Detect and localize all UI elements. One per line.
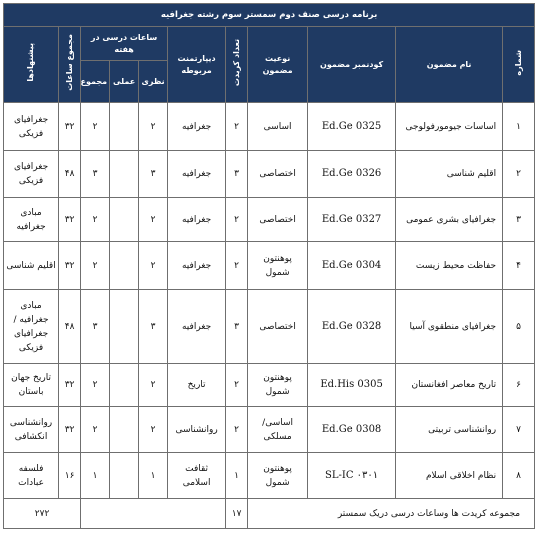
- footer-empty: [81, 499, 226, 529]
- total-hours: ۳۲: [59, 198, 81, 242]
- header-total: مجموع: [81, 61, 110, 103]
- table-row: [4, 453, 535, 499]
- header-subject-name: نام مضمون: [396, 27, 503, 103]
- department: ثقافت اسلامی: [168, 453, 226, 499]
- subject-name: جغرافیای بشری عمومی: [396, 198, 503, 242]
- row-number: ۷: [503, 407, 535, 453]
- subject-code: Ed.Ge 0325: [308, 103, 396, 151]
- curriculum-sheet: [3, 3, 523, 541]
- credits: ۲: [226, 242, 248, 290]
- table-row: [4, 290, 535, 364]
- suggestion: تاریخ جهان باستان: [4, 364, 59, 407]
- department: روانشناسی: [168, 407, 226, 453]
- suggestion: مبادی جغرافیه / جغرافیای فزیکی: [4, 290, 59, 364]
- credits: ۲: [226, 103, 248, 151]
- header-practical: عملی: [110, 61, 139, 103]
- credits: ۲: [226, 407, 248, 453]
- subject-code: Ed.Ge 0304: [308, 242, 396, 290]
- department: جغرافیه: [168, 290, 226, 364]
- theory-hours: ۲: [139, 198, 168, 242]
- total-hours: ۴۸: [59, 290, 81, 364]
- practical-hours: [110, 453, 139, 499]
- suggestion: روانشناسی انکشافی: [4, 407, 59, 453]
- theory-hours: ۲: [139, 103, 168, 151]
- subject-name: جغرافیای منطقوی آسیا: [396, 290, 503, 364]
- subject-code: Ed.Ge 0328: [308, 290, 396, 364]
- subject-type: اساسی: [248, 103, 308, 151]
- theory-hours: ۳: [139, 290, 168, 364]
- theory-hours: ۲: [139, 364, 168, 407]
- theory-hours: ۲: [139, 242, 168, 290]
- department: جغرافیه: [168, 242, 226, 290]
- practical-hours: [110, 103, 139, 151]
- practical-hours: [110, 151, 139, 198]
- weekly-total: ۳: [81, 151, 110, 198]
- subject-type: پوهنتون شمول: [248, 453, 308, 499]
- row-number: ۴: [503, 242, 535, 290]
- total-hours: ۳۲: [59, 407, 81, 453]
- credits: ۳: [226, 151, 248, 198]
- total-hours: ۱۶: [59, 453, 81, 499]
- practical-hours: [110, 290, 139, 364]
- table-row: [4, 407, 535, 453]
- footer-row: [4, 499, 535, 529]
- table-row: [4, 103, 535, 151]
- row-number: ۲: [503, 151, 535, 198]
- weekly-total: ۲: [81, 364, 110, 407]
- practical-hours: [110, 407, 139, 453]
- total-hours: ۳۲: [59, 242, 81, 290]
- practical-hours: [110, 364, 139, 407]
- department: جغرافیه: [168, 103, 226, 151]
- subject-type: اختصاصی: [248, 151, 308, 198]
- credits: ۳: [226, 290, 248, 364]
- header-theory: نظری: [139, 61, 168, 103]
- subject-type: پوهنتون شمول: [248, 242, 308, 290]
- suggestion: جغرافیای فزیکی: [4, 151, 59, 198]
- header-suggestions: پیشنهادها: [4, 27, 59, 103]
- weekly-total: ۳: [81, 290, 110, 364]
- total-hours: ۳۲: [59, 103, 81, 151]
- weekly-total: ۲: [81, 103, 110, 151]
- table-row: [4, 151, 535, 198]
- department: جغرافیه: [168, 198, 226, 242]
- weekly-total: ۲: [81, 198, 110, 242]
- footer-label: مجموعه کریدت ها وساعات درسی دریک سمستر: [248, 499, 535, 529]
- credits: ۱: [226, 453, 248, 499]
- footer-total-hours: ۲۷۲: [4, 499, 81, 529]
- curriculum-table: [3, 3, 535, 529]
- header-department: دیپارتمنت مربوطه: [168, 27, 226, 103]
- table-title: برنامه درسی صنف دوم سمستر سوم رشته جغرافیه: [4, 4, 535, 27]
- theory-hours: ۱: [139, 453, 168, 499]
- row-number: ۱: [503, 103, 535, 151]
- weekly-total: ۲: [81, 407, 110, 453]
- subject-type: پوهنتون شمول: [248, 364, 308, 407]
- header-credits: تعداد کریدت: [226, 27, 248, 103]
- practical-hours: [110, 242, 139, 290]
- subject-code: Ed.His 0305: [308, 364, 396, 407]
- credits: ۲: [226, 198, 248, 242]
- footer-total-credits: ۱۷: [226, 499, 248, 529]
- subject-name: نظام اخلاقی اسلام: [396, 453, 503, 499]
- subject-type: اختصاصی: [248, 198, 308, 242]
- weekly-total: ۱: [81, 453, 110, 499]
- total-hours: ۳۲: [59, 364, 81, 407]
- suggestion: جغرافیای فزیکی: [4, 103, 59, 151]
- subject-type: اختصاصی: [248, 290, 308, 364]
- table-row: [4, 364, 535, 407]
- subject-code: Ed.Ge 0326: [308, 151, 396, 198]
- subject-code: Ed.Ge 0308: [308, 407, 396, 453]
- table-row: [4, 198, 535, 242]
- header-code: کودنمبر مضمون: [308, 27, 396, 103]
- credits: ۲: [226, 364, 248, 407]
- subject-code: Ed.Ge 0327: [308, 198, 396, 242]
- suggestion: اقلیم شناسی: [4, 242, 59, 290]
- subject-name: اقلیم شناسی: [396, 151, 503, 198]
- row-number: ۸: [503, 453, 535, 499]
- header-number: شماره: [503, 27, 535, 103]
- header-total-hours: مجموع ساعات: [59, 27, 81, 103]
- subject-name: حفاظت محیط زیست: [396, 242, 503, 290]
- subject-code: SL-IC ۰۳۰۱: [308, 453, 396, 499]
- department: تاریخ: [168, 364, 226, 407]
- header-type: نوعیت مضمون: [248, 27, 308, 103]
- row-number: ۳: [503, 198, 535, 242]
- department: جغرافیه: [168, 151, 226, 198]
- subject-name: اساسات جیومورفولوجی: [396, 103, 503, 151]
- suggestion: فلسفه عبادات: [4, 453, 59, 499]
- theory-hours: ۲: [139, 407, 168, 453]
- header-weekly-hours: ساعات درسی در هفته: [81, 27, 168, 61]
- subject-type: اساسی/ مسلکی: [248, 407, 308, 453]
- subject-name: تاریخ معاصر افغانستان: [396, 364, 503, 407]
- suggestion: مبادی جغرافیه: [4, 198, 59, 242]
- row-number: ۵: [503, 290, 535, 364]
- total-hours: ۴۸: [59, 151, 81, 198]
- subject-name: روانشناسی تربیتی: [396, 407, 503, 453]
- weekly-total: ۲: [81, 242, 110, 290]
- theory-hours: ۳: [139, 151, 168, 198]
- table-row: [4, 242, 535, 290]
- row-number: ۶: [503, 364, 535, 407]
- practical-hours: [110, 198, 139, 242]
